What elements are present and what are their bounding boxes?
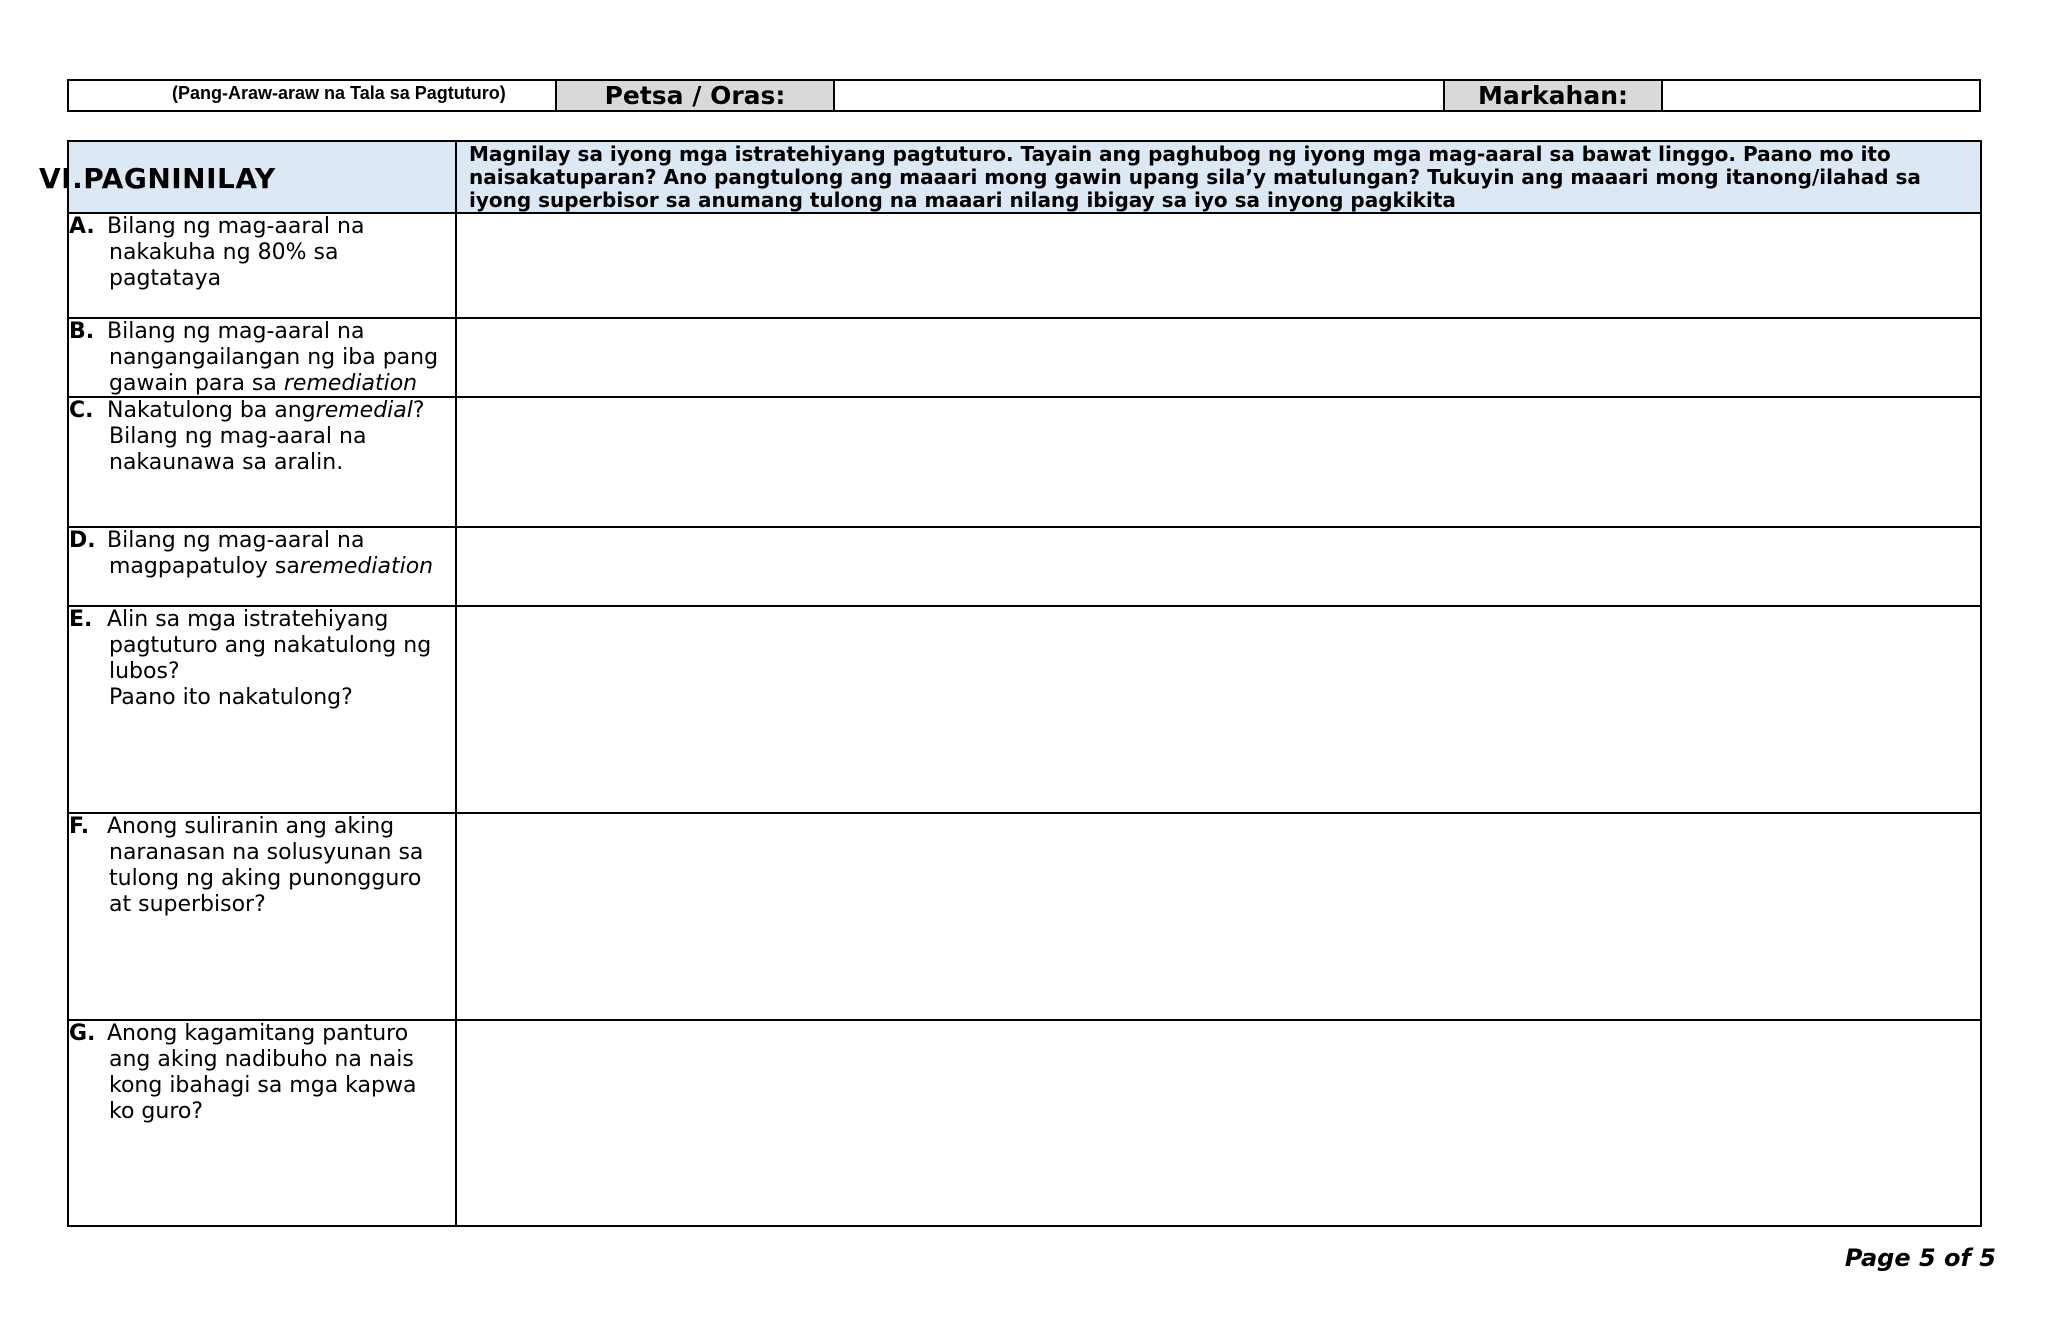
emphasis-text: remedial	[315, 398, 413, 423]
page-number: Page 5 of 5	[1844, 1244, 1996, 1272]
question-cell	[69, 398, 457, 526]
header-strip	[67, 79, 1981, 112]
question-text: magpapatuloy sa	[109, 554, 300, 579]
question-text: nangangailangan ng iba pang	[109, 345, 439, 370]
question-text: naranasan na solusyunan sa	[109, 840, 424, 865]
question-text: Bilang ng mag-aaral na	[109, 424, 367, 449]
section-header-row	[39, 142, 1980, 212]
answer-cell[interactable]	[457, 1021, 1980, 1225]
date-time-field[interactable]	[835, 81, 1445, 110]
question-text: Bilang ng mag-aaral na	[107, 319, 365, 344]
item-letter: A.	[69, 214, 95, 239]
item-letter: C.	[69, 398, 94, 423]
answer-cell[interactable]	[457, 398, 1980, 526]
emphasis-text: remediation	[283, 371, 418, 396]
answer-cell[interactable]	[457, 528, 1980, 605]
instructions-line: Magnilay sa iyong mga istratehiyang pagtuturo. Tayain ang paghubog ng iyong mga mag-aaral sa bawat linggo. Paano mo ito	[469, 142, 1891, 166]
table-row	[69, 605, 1980, 812]
question-text: tulong ng aking punongguro	[109, 866, 422, 891]
question-text: ang aking nadibuho na nais	[109, 1047, 414, 1072]
question-text: Alin sa mga istratehiyang	[107, 607, 389, 632]
emphasis-text: remediation	[299, 554, 434, 579]
question-text: ko guro?	[109, 1099, 204, 1124]
question-text: ?	[412, 398, 425, 423]
date-time-label: Petsa / Oras:	[557, 81, 835, 110]
question-cell	[69, 1021, 457, 1225]
section-title: VI.PAGNINILAY	[39, 162, 276, 195]
question-cell	[69, 814, 457, 1019]
question-text: Anong suliranin ang aking	[107, 814, 395, 839]
question-text: kong ibahagi sa mga kapwa	[109, 1073, 417, 1098]
question-text: Anong kagamitang panturo	[107, 1021, 409, 1046]
table-row	[69, 212, 1980, 317]
instructions-line: naisakatuparan? Ano pangtulong ang maaari mong gawin upang sila’y matulungan? Tukuyin ang maaari mong itanong/ilahad sa	[469, 165, 1921, 189]
answer-cell[interactable]	[457, 214, 1980, 317]
question-text: gawain para sa	[109, 371, 284, 396]
question-text: nakakuha ng 80% sa	[109, 240, 339, 265]
quarter-field[interactable]	[1663, 81, 1979, 110]
table-row	[69, 396, 1980, 526]
answer-cell[interactable]	[457, 607, 1980, 812]
question-text: Paano ito nakatulong?	[109, 685, 353, 710]
table-row	[69, 526, 1980, 605]
question-text: pagtuturo ang nakatulong ng	[109, 633, 432, 658]
question-cell	[69, 607, 457, 812]
form-title: (Pang-Araw-araw na Tala sa Pagtuturo)	[69, 81, 557, 110]
answer-cell[interactable]	[457, 814, 1980, 1019]
reflection-table	[39, 140, 1982, 1227]
question-text: lubos?	[109, 659, 180, 684]
question-text: Nakatulong ba ang	[107, 398, 316, 423]
section-instructions	[457, 142, 1980, 212]
question-cell	[69, 319, 457, 396]
question-cell	[69, 528, 457, 605]
question-cell	[69, 214, 457, 317]
section-title-cell	[39, 142, 457, 212]
table-row	[69, 1019, 1980, 1225]
question-text: Bilang ng mag-aaral na	[107, 214, 365, 239]
question-text: nakaunawa sa aralin.	[109, 450, 344, 475]
question-text: at superbisor?	[109, 892, 266, 917]
item-letter: D.	[69, 528, 96, 553]
item-letter: B.	[69, 319, 95, 344]
item-letter: F.	[69, 814, 90, 839]
question-text: pagtataya	[109, 266, 222, 291]
answer-cell[interactable]	[457, 319, 1980, 396]
table-row	[69, 317, 1980, 396]
item-letter: E.	[69, 607, 93, 632]
table-row	[69, 812, 1980, 1019]
quarter-label: Markahan:	[1445, 81, 1663, 110]
item-letter: G.	[69, 1021, 96, 1046]
question-text: Bilang ng mag-aaral na	[107, 528, 365, 553]
instructions-line: iyong superbisor sa anumang tulong na maaari nilang ibigay sa iyo sa inyong pagkikita	[469, 188, 1456, 212]
